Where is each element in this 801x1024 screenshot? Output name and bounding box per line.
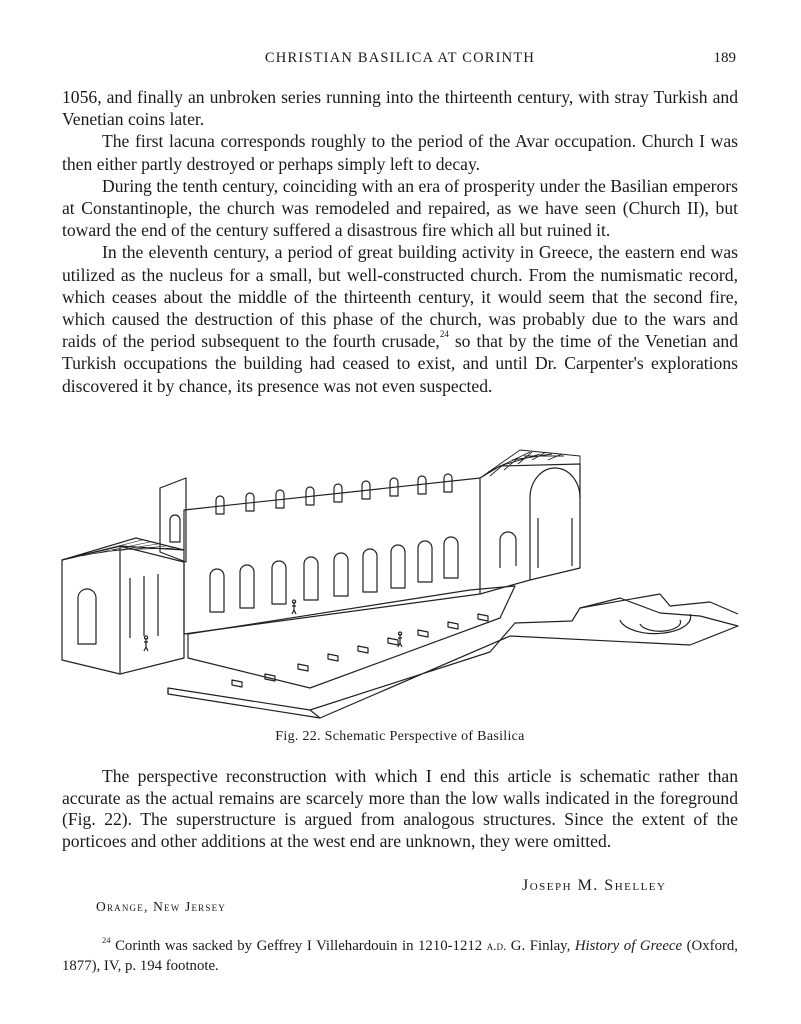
footnote-era: a.d. <box>486 938 507 953</box>
footnote-number: 24 <box>102 935 111 945</box>
west-door <box>78 589 96 644</box>
footnote <box>62 936 738 976</box>
author-signature: Joseph M. Shelley <box>522 877 667 894</box>
running-head <box>62 50 738 72</box>
front-foundation-wall <box>168 598 738 718</box>
aisle-windows <box>210 537 458 612</box>
footnote-reference: 24 <box>439 329 449 340</box>
figure-person-3 <box>144 636 148 651</box>
east-foundations <box>580 594 738 634</box>
figure-person-1 <box>292 600 296 614</box>
paragraph-3: During the tenth century, coinciding with an era of prosperity under the Basilian emperors at Constantinople, the church was remodeled and repaired, as we have seen (Church II), but toward the end of the century suffered a disastrous fire which all but ruined it. <box>62 175 738 241</box>
clerestory-wall <box>184 478 480 634</box>
paragraph-4-continued: so that by the time of the Venetian and Turkish occupations the building had ceased to exist, and until Dr. Carpenter's explorations discovered it by chance, its presence was not even suspected. <box>62 331 739 396</box>
paragraph-1: 1056, and finally an unbroken series running into the thirteenth century, with stray Turkish and Venetian coins later. <box>62 87 738 130</box>
footnote-text-mid: G. Finlay, <box>510 938 571 954</box>
clerestory-windows <box>216 474 452 514</box>
front-piers <box>232 614 488 687</box>
page-number: 189 <box>713 50 736 66</box>
closing-paragraph: The perspective reconstruction with which I end this article is schematic rather than accurate as the actual remains are scarcely more than the low walls indicated in the foreground (Fig. 22). The superstructure is argued from analogous structures. Since the extent of the porticoes and other additions at the west end are unknown, they were omitted. <box>62 766 738 851</box>
basilica-perspective-figure <box>60 448 744 723</box>
figure-caption: Fig. 22. Schematic Perspective of Basilica <box>275 729 525 744</box>
running-title: CHRISTIAN BASILICA AT CORINTH <box>264 50 536 66</box>
paragraph-4-text: In the eleventh century, a period of great building activity in Greece, the eastern end was utilized as the nucleus for a small, but well-constructed church. From the numismatic record, which ceases about the middle of the thirteenth century, it would seem that the second fire, which caused the destruction of this phase of the church, was probably due to the wars and raids of the period subsequent to the fourth crusade, <box>62 242 738 352</box>
author-location: Orange, New Jersey <box>96 899 226 914</box>
paragraph-4 <box>62 241 738 396</box>
closing-text <box>62 766 738 852</box>
footnote-text-after: (Oxford, 1877), IV, p. 194 footnote. <box>62 938 738 974</box>
footnote-book-title: History of Greece <box>574 938 683 954</box>
basilica-drawing <box>60 448 744 723</box>
narthex <box>62 546 184 674</box>
nave-floor <box>188 586 515 688</box>
footnote-text-before: Corinth was sacked by Geffrey I Villehardouin in 1210-1212 <box>115 938 483 954</box>
figure-person-2 <box>398 632 402 647</box>
paragraph-2: The first lacuna corresponds roughly to the period of the Avar occupation. Church I was then either partly destroyed or perhaps simply left to decay. <box>62 131 738 174</box>
body-text <box>62 86 738 397</box>
